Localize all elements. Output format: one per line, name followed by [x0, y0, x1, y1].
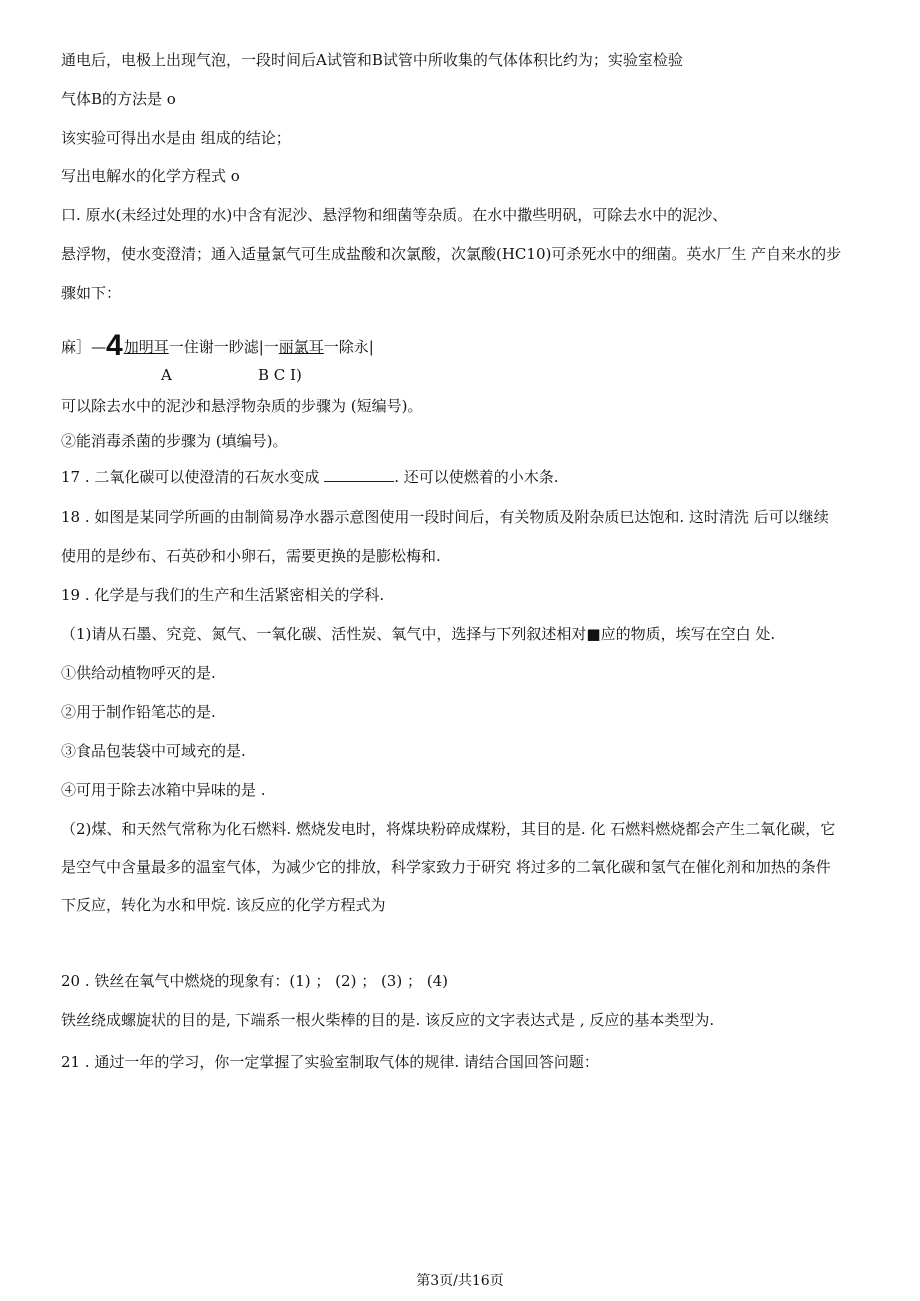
flow-step-chlorine: 丽氯耳	[278, 338, 324, 356]
text-line: 铁丝绕成螺旋状的目的是, 下端系一根火柴棒的目的是. 该反应的文字表达式是 , 反应的基本类型为.	[61, 1011, 715, 1029]
q19-part1: （1)请从石墨、究竞、氮气、一氧化碳、活性炭、氧气中，选择与下列叙述相对■应的物质，埃写在空白 处.	[61, 625, 776, 643]
question-17	[61, 467, 880, 487]
flow-step-end: 一除永|	[323, 338, 374, 356]
flow-start: 麻］—	[61, 338, 107, 356]
q19-item: ①供给动植物呼灭的是.	[61, 664, 216, 682]
question-21: 21 . 通过一年的学习，你一定掌握了实验室制取气体的规律. 请结合国回答问题：	[61, 1053, 599, 1071]
q17-text-tail: . 还可以使燃着的小木条.	[394, 468, 559, 486]
text-line: 是空气中含量最多的温室气体，为减少它的排放，科学家致力于研究 将过多的二氧化碳和氢气在催化剂和加热的条件	[61, 858, 831, 876]
text-line: 可以除去水中的泥沙和悬浮物杂质的步骤为 (短编号)。	[61, 397, 423, 415]
question-19: 19 . 化学是与我们的生产和生活紧密相关的学科.	[61, 586, 385, 604]
text-line: ②能消毒杀菌的步骤为 (填编号)。	[61, 432, 288, 450]
flow-step-alum: 加明耳	[123, 338, 169, 356]
text-line: 骤如下：	[61, 284, 122, 302]
text-line: 下反应，转化为水和甲烷. 该反应的化学方程式为	[61, 896, 386, 914]
text-line: 气体B的方法是 o	[61, 90, 176, 108]
question-18: 18 . 如图是某同学所画的由制简易净水器示意图使用一段时间后，有关物质及附杂质巳达饱和. 这时清洗 后可以继续	[61, 508, 829, 526]
q19-item: ③食品包装袋中可域充的是.	[61, 742, 246, 760]
text-line: 使用的是纱布、石英砂和小卵石，需要更换的是膨松梅和.	[61, 547, 441, 565]
q17-text: 17 . 二氧化碳可以使澄清的石灰水变成	[61, 468, 320, 486]
text-line: 悬浮物，使水变澄清；通入适量氯气可生成盐酸和次氯酸，次氯酸(HC10)可杀死水中的细菌。英水厂生 产自来水的步	[61, 245, 842, 263]
flow-step-4: 4	[106, 329, 122, 362]
text-line: 写出电解水的化学方程式 o	[61, 167, 240, 185]
q19-item: ②用于制作铅笔芯的是.	[61, 703, 216, 721]
text-line: 该实验可得出水是由 组成的结论；	[61, 129, 291, 147]
text-line: 通电后，电极上出现气泡，一段时间后A试管和B试管中所收集的气体体积比约为；实验室检验	[61, 51, 683, 69]
q19-part2: （2)煤、和天然气常称为化石燃料. 燃烧发电时，将煤块粉碎成煤粉，其目的是. 化 石燃料燃烧都会产生二氧化碳，它	[61, 820, 836, 838]
question-20: 20 . 铁丝在氧气中燃烧的现象有：(1) ； (2) ； (3) ； (4)	[61, 972, 448, 990]
flow-step-filter: 一住谢一眇滤|一	[168, 338, 279, 356]
flow-label-bcd: B C I)	[258, 366, 302, 384]
process-flow	[61, 329, 871, 362]
q19-item: ④可用于除去冰箱中异味的是 .	[61, 781, 266, 799]
flow-label-a: A	[161, 366, 172, 384]
page-number: 第3页/共16页	[416, 1273, 504, 1289]
q17-blank	[324, 467, 394, 482]
text-line: 口. 原水(未经过处理的水)中含有泥沙、悬浮物和细菌等杂质。在水中撒些明矾，可除去水中的泥沙、	[61, 206, 728, 224]
